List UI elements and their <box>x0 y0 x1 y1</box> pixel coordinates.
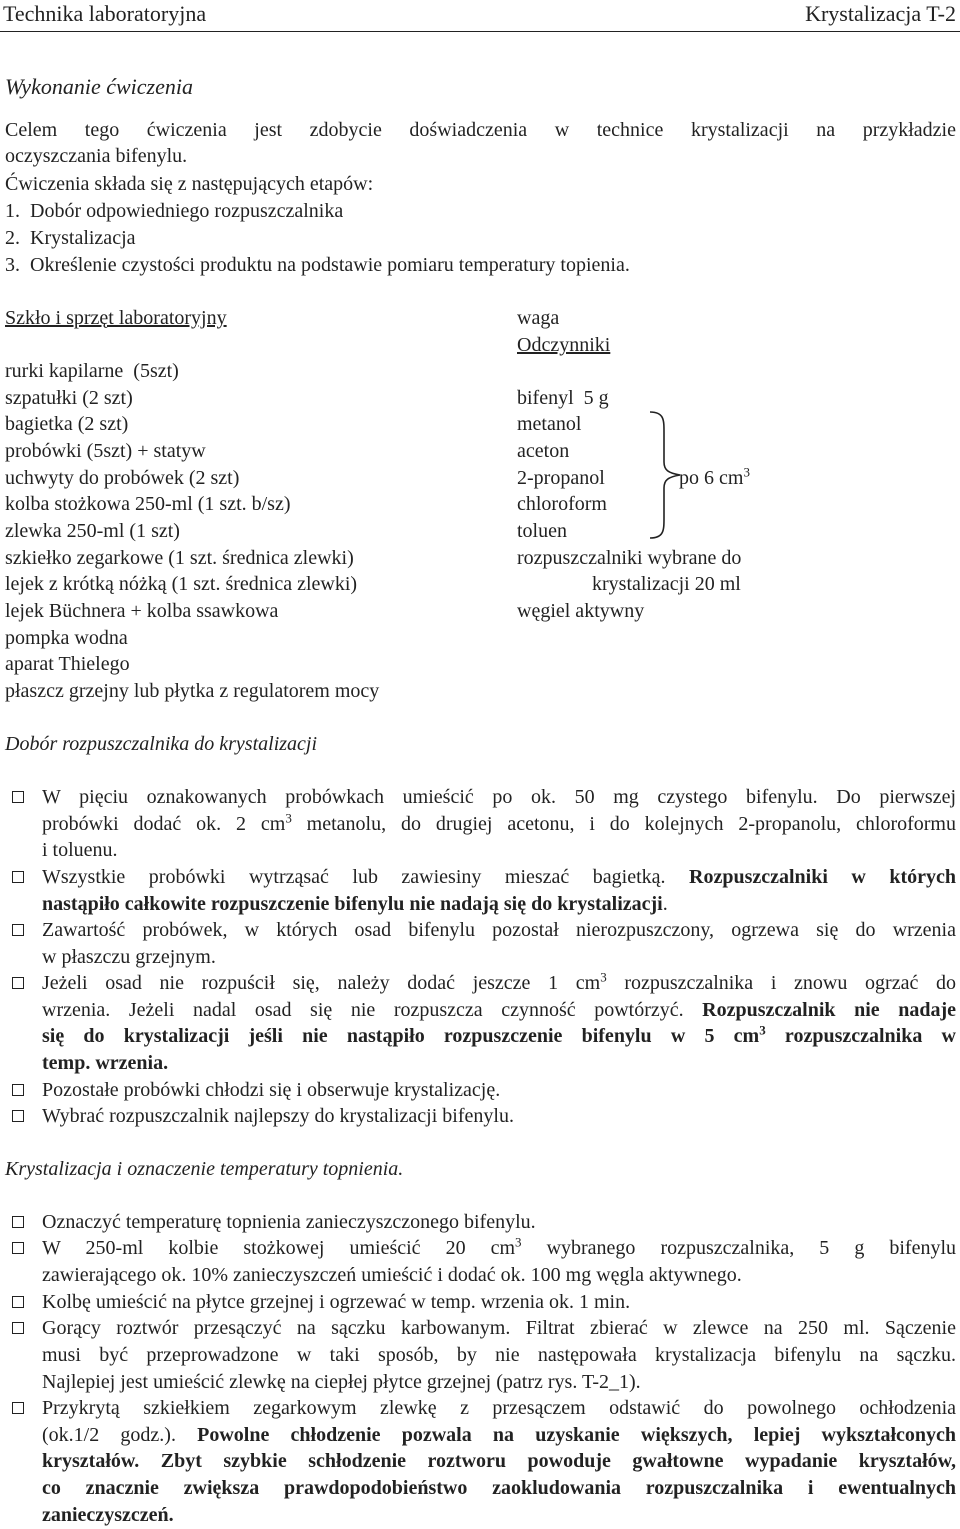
checkbox-icon <box>12 1402 24 1414</box>
equipment-item: lejek z krótką nóżką (1 szt. średnica zlewki) <box>5 573 358 595</box>
step-item: 3. Określenie czystości produktu na podstawie pomiaru temperatury topienia. <box>5 254 630 276</box>
solvents-line-1: rozpuszczalniki wybrane do <box>517 547 742 569</box>
paragraph-line: nastąpiło całkowite rozpuszczenie bifenylu nie nadają się do krystalizacji. <box>42 893 668 915</box>
paragraph-line: Gorący roztwór przesączyć na sączku karbowanym. Filtrat zbierać w zlewce na 250 ml. Sączenie <box>42 1317 956 1339</box>
paragraph-line: (ok.1/2 godz.). Powolne chłodzenie pozwala na uzyskanie większych, lepiej wykształconych <box>42 1424 956 1446</box>
scale-item: waga <box>517 307 560 329</box>
intro-line-3: Ćwiczenia składa się z następujących etapów: <box>5 173 374 195</box>
header-right: Krystalizacja T-2 <box>805 1 956 26</box>
checkbox-icon <box>12 791 24 803</box>
step-item: 2. Krystalizacja <box>5 227 136 249</box>
checkbox-icon <box>12 1216 24 1228</box>
solvents-line-2: krystalizacji 20 ml <box>592 573 741 595</box>
equipment-title: Szkło i sprzęt laboratoryjny <box>5 307 227 329</box>
reagents-title: Odczynniki <box>517 334 611 356</box>
equipment-item: szkiełko zegarkowe (1 szt. średnica zlewki) <box>5 547 354 569</box>
reagent-item: 2-propanol <box>517 467 605 489</box>
equipment-item: zlewka 250-ml (1 szt) <box>5 520 180 542</box>
paragraph-line: zawierającego ok. 10% zanieczyszczeń umieścić i dodać ok. 100 mg węgla aktywnego. <box>42 1264 742 1286</box>
checkbox-icon <box>12 1296 24 1308</box>
brace-label: po 6 $cm^3$ <box>679 464 750 489</box>
reagent-item: bifenyl 5 g <box>517 387 609 409</box>
reagent-item: węgiel aktywny <box>517 600 645 622</box>
section-title-wykonanie: Wykonanie ćwiczenia <box>5 74 193 99</box>
paragraph-line: wrzenia. Jeżeli nadal osad się nie rozpuszcza czynność powtórzyć. Rozpuszczalnik nie nadaje <box>42 999 956 1021</box>
equipment-item: rurki kapilarne (5szt) <box>5 360 179 382</box>
paragraph-line: i toluenu. <box>42 839 118 861</box>
section-title-solvent-selection: Dobór rozpuszczalnika do krystalizacji <box>5 733 318 755</box>
paragraph-line: Przykrytą szkiełkiem zegarkowym zlewkę z przesączem odstawić do powolnego ochłodzenia <box>42 1397 956 1419</box>
paragraph-line: Wybrać rozpuszczalnik najlepszy do krystalizacji bifenylu. <box>42 1105 514 1127</box>
paragraph-line: W pięciu oznakowanych probówkach umieścić po ok. 50 mg czystego bifenylu. Do pierwszej <box>42 786 956 808</box>
equipment-item: kolba stożkowa 250-ml (1 szt. b/sz) <box>5 493 291 515</box>
paragraph-line: temp. wrzenia. <box>42 1052 169 1074</box>
equipment-item: bagietka (2 szt) <box>5 413 129 435</box>
reagent-item: toluen <box>517 520 567 542</box>
checkbox-icon <box>12 1322 24 1334</box>
checkbox-icon <box>12 924 24 936</box>
equipment-item: uchwyty do probówek (2 szt) <box>5 467 240 489</box>
paragraph-line: Kolbę umieścić na płytce grzejnej i ogrzewać w temp. wrzenia ok. 1 min. <box>42 1291 631 1313</box>
intro-line-1: Celem tego ćwiczenia jest zdobycie doświadczenia w technice krystalizacji na przykładzie <box>5 119 956 141</box>
section-title-crystallization: Krystalizacja i oznaczenie temperatury topnienia. <box>5 1158 404 1180</box>
curly-brace-icon <box>630 410 686 540</box>
reagent-item: metanol <box>517 413 582 435</box>
paragraph-line: Najlepiej jest umieścić zlewkę na ciepłej płytce grzejnej (patrz rys. T-2_1). <box>42 1371 641 1393</box>
reagent-item: chloroform <box>517 493 607 515</box>
checkbox-icon <box>12 1242 24 1254</box>
checkbox-icon <box>12 871 24 883</box>
paragraph-line: probówki dodać ok. 2 $cm^3$ metanolu, do drugiej acetonu, i do kolejnych 2-propanolu, chloroformu <box>42 810 956 835</box>
checkbox-icon <box>12 1110 24 1122</box>
paragraph-line: kryształów. Zbyt szybkie schłodzenie roztworu powoduje gwałtowne wypadanie kryształów, <box>42 1450 956 1472</box>
step-item: 1. Dobór odpowiedniego rozpuszczalnika <box>5 200 344 222</box>
equipment-item: aparat Thielego <box>5 653 130 675</box>
paragraph-line: Wszystkie probówki wytrząsać lub zawiesiny mieszać bagietką. Rozpuszczalniki w których <box>42 866 956 888</box>
equipment-item: pompka wodna <box>5 627 128 649</box>
checkbox-icon <box>12 1084 24 1096</box>
equipment-item: lejek Büchnera + kolba ssawkowa <box>5 600 279 622</box>
paragraph-line: W 250-ml kolbie stożkowej umieścić 20 $cm^3$ wybranego rozpuszczalnika, 5 g bifenylu <box>42 1234 957 1259</box>
reagent-item: aceton <box>517 440 570 462</box>
paragraph-line: Oznaczyć temperaturę topnienia zanieczyszczonego bifenylu. <box>42 1211 536 1233</box>
checkbox-icon <box>12 977 24 989</box>
equipment-item: płaszcz grzejny lub płytka z regulatorem mocy <box>5 680 380 702</box>
paragraph-line: Pozostałe probówki chłodzi się i obserwuje krystalizację. <box>42 1079 501 1101</box>
paragraph-line: Jeżeli osad nie rozpuścił się, należy dodać jeszcze 1 $cm^3$ rozpuszczalnika i znowu ogrzać do <box>42 969 956 994</box>
paragraph-line: w płaszczu grzejnym. <box>42 946 216 968</box>
equipment-item: szpatułki (2 szt) <box>5 387 133 409</box>
paragraph-line: zanieczyszczeń. <box>42 1504 174 1526</box>
paragraph-line: Zawartość probówek, w których osad bifenylu pozostał nierozpuszczony, ogrzewa się do wrzenia <box>42 919 956 941</box>
header-left: Technika laboratoryjna <box>3 1 207 26</box>
header-divider <box>0 31 960 32</box>
intro-line-2: oczyszczania bifenylu. <box>5 145 188 167</box>
paragraph-line: co znacznie zwiększa prawdopodobieństwo zaokludowania rozpuszczalnika i ewentualnych <box>42 1477 956 1499</box>
equipment-item: probówki (5szt) + statyw <box>5 440 206 462</box>
paragraph-line: się do krystalizacji jeśli nie nastąpiło rozpuszczenie bifenylu w 5 $cm^3$ rozpuszczalnika w <box>42 1022 956 1047</box>
paragraph-line: musi być przeprowadzone w taki sposób, by nie następowała krystalizacja bifenylu na sączku. <box>42 1344 956 1366</box>
